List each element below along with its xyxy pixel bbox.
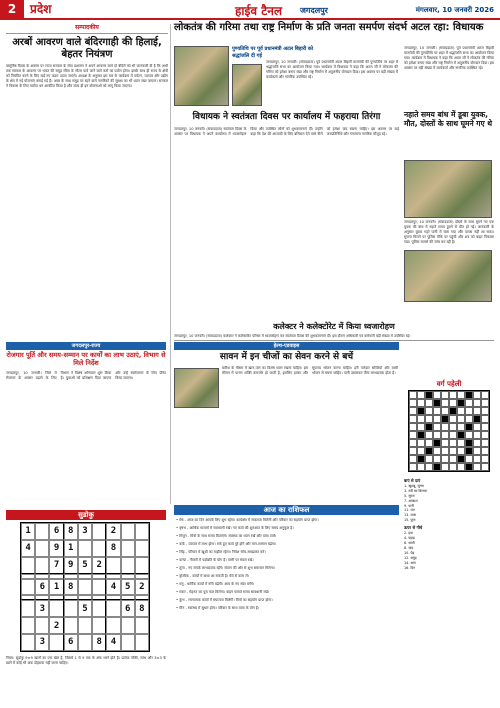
sudoku-cell: 4 <box>106 634 120 651</box>
crossword-cell <box>409 399 417 407</box>
sudoku-rule: नियम: सुडोकु 9×9 खानों का एक खेल है, जिसमें 1 से 9 तक के अंक भरने होते हैं। प्रत्येक पंक्ति, स्तंभ और 3×3 के खाने में कोई भी अंक दोहराया नहीं जाना चाहिए। <box>6 656 166 666</box>
sudoku-cell <box>21 557 35 574</box>
sudoku-cell <box>121 540 135 557</box>
sudoku-cell: 5 <box>121 579 135 596</box>
rashifal-title: आज का राशिफल <box>174 505 399 515</box>
health-body: बारिश के मौसम में खान-पान का विशेष ध्यान रखना चाहिए। इस मौसम में पाचन शक्ति कमजोर हो जाती है, इसलिए हल्का और सुपाच्य भोजन करना चाहिए। हरी पत्तेदार सब्जियों और बासी भोजन से बचना चाहिए। पानी उबालकर पीना लाभदायक होता है। <box>222 366 398 376</box>
sudoku-cell <box>121 634 135 651</box>
rashifal-item: • मेष - आज का दिन आपके लिए शुभ रहेगा। कार्यक्षेत्र में सफलता मिलेगी और परिवार का सहयोग प्राप्त होगा। <box>176 518 319 522</box>
sudoku-cell: 6 <box>64 634 78 651</box>
employment-story <box>6 352 166 501</box>
section-name: प्रदेश <box>30 1 52 16</box>
sudoku-cell: 5 <box>78 600 92 617</box>
crossword-cell <box>417 463 425 471</box>
crossword-cell <box>409 447 417 455</box>
crossword-cell <box>409 439 417 447</box>
crossword-cell <box>473 447 481 455</box>
sudoku-cell <box>135 634 149 651</box>
crossword-cell <box>457 423 465 431</box>
sudoku-cell <box>121 523 135 540</box>
across-clues <box>404 484 494 524</box>
crossword-cell <box>449 447 457 455</box>
rashifal-item: • कर्क - व्यापार में लाभ होगा। रुके हुए कार्य पूरे होंगे और मान-सम्मान बढ़ेगा। <box>176 542 277 547</box>
crossword-clue: 16. दिन <box>404 565 416 570</box>
crossword-cell <box>425 407 433 415</box>
crossword-cell <box>417 423 425 431</box>
lead-continued: जगदलपुर, 10 जनवरी। (संवाददाता) पूर्व प्रधानमंत्री अटल बिहारी वाजपेयी की पुण्यतिथि पर शहर में श्रद्धांजलि सभा का आयोजन किया गया। कार्यक्रम में विधायक ने कहा कि अटल जी ने लोकतंत्र की गरिमा को हमेशा बनाए रखा और राष्ट्र निर्माण में अतुलनीय योगदान दिया। इस अवसर पर बड़ी संख्या में कार्यकर्ता और नागरिक उपस्थित रहे। <box>404 46 494 71</box>
sudoku-cell: 9 <box>49 540 63 557</box>
sudoku-cell: 1 <box>21 523 35 540</box>
crossword-clue: 14. आग <box>404 560 416 565</box>
sudoku-cell: 8 <box>135 600 149 617</box>
crossword-cell <box>473 415 481 423</box>
crossword-cell <box>465 415 473 423</box>
rashifal-list <box>176 518 398 703</box>
crossword-cell <box>441 407 449 415</box>
crossword-cell <box>417 399 425 407</box>
crossword-cell <box>457 391 465 399</box>
collector-headline: कलेक्टर ने कलेक्टोरेट में किया ध्वजारोहण <box>273 322 395 331</box>
lead-photo-inset <box>232 64 262 106</box>
sudoku-cell <box>35 617 49 634</box>
crossword-cell <box>465 447 473 455</box>
crossword-cell <box>417 447 425 455</box>
sudoku-cell: 3 <box>78 523 92 540</box>
crossword-cell <box>481 455 489 463</box>
crossword-clue: 2. हवा <box>404 531 413 536</box>
crossword-cell <box>433 415 441 423</box>
crossword-cell <box>449 423 457 431</box>
drown-story <box>404 46 494 106</box>
drown-photo <box>404 160 492 218</box>
crossword-cell <box>473 391 481 399</box>
crossword-cell <box>449 463 457 471</box>
sudoku-cell: 4 <box>21 540 35 557</box>
crossword-cell <box>433 463 441 471</box>
crossword-cell <box>457 431 465 439</box>
crossword-cell <box>425 423 433 431</box>
health-headline: सावन में इन चीजों का सेवन करने से बचें <box>219 352 354 362</box>
crossword-cell <box>425 399 433 407</box>
crossword-clue: 3. नदी का किनारा <box>404 488 428 493</box>
left-strip-label: जगदलपुर-राज्य <box>6 342 166 350</box>
crossword-cell <box>465 423 473 431</box>
sudoku-cell: 2 <box>106 523 120 540</box>
sudoku-cell: 8 <box>64 579 78 596</box>
sudoku-cell: 8 <box>92 634 106 651</box>
crossword-clue: 13. राजा <box>404 513 417 518</box>
crossword-cell <box>481 463 489 471</box>
rashifal-item: • सिंह - परिवार में खुशी का माहौल रहेगा। निवेश सोच-समझकर करें। <box>176 550 266 555</box>
column-divider <box>170 24 171 504</box>
crossword-cell <box>433 447 441 455</box>
crossword-clue: 5. सूरज <box>404 493 415 498</box>
crossword-clue: 12. समुद्र <box>404 555 417 560</box>
crossword-cell <box>425 431 433 439</box>
crossword-cell <box>409 415 417 423</box>
crossword-cell <box>449 431 457 439</box>
crossword-cell <box>417 407 425 415</box>
sudoku-cell <box>121 617 135 634</box>
sudoku-cell <box>78 634 92 651</box>
crossword-cell <box>473 399 481 407</box>
sudoku-cell: 1 <box>49 579 63 596</box>
employment-body: जगदलपुर, 10 जनवरी। जिले में रोजगार के अवसर बढ़ाने के लिए विभाग ने विशेष अभियान शुरू किया है। युवाओं को प्रशिक्षण दिया जाएगा और उन्हें स्वरोजगार के लिए प्रेरित किया जाएगा। <box>6 370 166 380</box>
crossword-cell <box>417 431 425 439</box>
sudoku-cell <box>35 540 49 557</box>
sudoku-cell <box>21 600 35 617</box>
crossword-cell <box>441 463 449 471</box>
newspaper-brand: हाईव टैनल <box>235 4 283 18</box>
sudoku-cell <box>135 557 149 574</box>
rashifal-item: • वृषभ - आर्थिक मामलों में सावधानी रखें। नए कार्य की शुरुआत के लिए समय अनुकूल है। <box>176 526 294 531</box>
sudoku-cell <box>92 579 106 596</box>
crossword-clue: 9. पानी <box>404 503 414 508</box>
crossword-cell <box>465 439 473 447</box>
crossword-cell <box>465 431 473 439</box>
crossword-cell <box>441 391 449 399</box>
crossword-cell <box>473 423 481 431</box>
crossword-cell <box>473 431 481 439</box>
crossword-clue: 11. रात <box>404 508 415 513</box>
crossword-cell <box>473 463 481 471</box>
crossword-cell <box>457 407 465 415</box>
lead-photo <box>174 46 229 106</box>
crossword-cell <box>417 391 425 399</box>
sudoku-cell <box>78 540 92 557</box>
crossword-cell <box>449 399 457 407</box>
rashifal-item: • कुंभ - रचनात्मक कार्यों में सफलता मिलेगी। मित्रों का सहयोग प्राप्त होगा। <box>176 598 273 603</box>
crossword-cell <box>481 391 489 399</box>
crossword-clue: 8. चांद <box>404 545 414 550</box>
crossword-cell <box>465 399 473 407</box>
crossword-cell <box>441 415 449 423</box>
crossword-cell <box>457 415 465 423</box>
crossword-cell <box>465 407 473 415</box>
crossword-clue: 15. फूल <box>404 518 416 523</box>
crossword-clue: 4. पहाड़ <box>404 536 415 541</box>
crossword-cell <box>481 447 489 455</box>
sudoku-cell <box>106 600 120 617</box>
sudoku-cell <box>92 600 106 617</box>
sudoku-cell: 3 <box>35 600 49 617</box>
crossword-cell <box>449 415 457 423</box>
crossword-cell <box>409 407 417 415</box>
crossword-cell <box>425 447 433 455</box>
crossword-cell <box>481 439 489 447</box>
employment-headline: रोजगार पूर्ति और समय-सम्मान पर कार्यों का लाभ उठाएं, विभाग से मिले निर्देश <box>6 351 166 367</box>
sudoku-cell: 4 <box>106 579 120 596</box>
crossword-cell <box>433 455 441 463</box>
sudoku-cell <box>92 523 106 540</box>
crossword-cell <box>481 431 489 439</box>
sudoku-cell <box>21 579 35 596</box>
crossword-cell <box>481 407 489 415</box>
crossword-cell <box>481 415 489 423</box>
crossword-cell <box>409 463 417 471</box>
page-number: 2 <box>0 0 24 19</box>
crossword-cell <box>433 399 441 407</box>
rashifal-item: • मिथुन - मित्रों के साथ समय बिताएंगे। स्वास्थ्य का ध्यान रखें और यात्रा टालें। <box>176 534 277 539</box>
flag-headline: विधायक ने स्वतंत्रता दिवस पर कार्यालय में फहराया तिरंगा <box>192 112 381 122</box>
crossword-cell <box>465 455 473 463</box>
sudoku-cell <box>49 634 63 651</box>
crossword-cell <box>441 447 449 455</box>
rashifal-item: • वृश्चिक - कार्यों में बाधा आ सकती है। धैर्य से काम लें। <box>176 574 250 579</box>
divider <box>174 340 494 341</box>
lead-kicker: पुण्यतिथि पर पूर्व प्रधानमंत्री अटल बिहारी को श्रद्धांजलि दी गई <box>232 46 314 59</box>
sudoku-cell: 2 <box>49 617 63 634</box>
crossword-grid <box>408 390 490 472</box>
sudoku-cell <box>49 600 63 617</box>
crossword-cell <box>457 463 465 471</box>
crossword-cell <box>473 439 481 447</box>
crossword-cell <box>409 423 417 431</box>
collector-photo <box>404 250 492 302</box>
sudoku-cell <box>135 523 149 540</box>
sudoku-cell: 8 <box>64 523 78 540</box>
sudoku-cell: 2 <box>92 557 106 574</box>
drown-headline: नहाते समय बांध में डूबा युवक, मौत, दोस्तों के साथ घूमने गए थे <box>404 110 493 128</box>
sudoku-cell <box>106 557 120 574</box>
crossword-cell <box>409 391 417 399</box>
sudoku-cell <box>135 540 149 557</box>
crossword-cell <box>457 447 465 455</box>
sudoku-cell <box>135 617 149 634</box>
drown-story-head <box>404 110 494 128</box>
flag-story <box>174 112 399 327</box>
crossword-cell <box>457 455 465 463</box>
sudoku-cell <box>121 557 135 574</box>
crossword-cell <box>425 415 433 423</box>
crossword-cell <box>433 391 441 399</box>
sudoku-cell <box>106 617 120 634</box>
sudoku-cell <box>78 579 92 596</box>
down-title: ऊपर से नीचे <box>404 525 423 531</box>
crossword-cell <box>441 423 449 431</box>
crossword-cell <box>409 455 417 463</box>
crossword-cell <box>409 431 417 439</box>
crossword-clue: 7. आकाश <box>404 498 418 503</box>
rashifal-item: • मकर - मेहनत का पूरा फल मिलेगा। वाहन चलाते समय सावधानी रखें। <box>176 590 270 595</box>
crossword-cell <box>425 391 433 399</box>
crossword-cell <box>417 439 425 447</box>
edition-date: मंगलवार, 10 जनवरी 2026 <box>415 6 494 14</box>
health-story <box>174 352 399 363</box>
sudoku-cell: 6 <box>121 600 135 617</box>
sudoku-cell: 6 <box>49 523 63 540</box>
rashifal-item: • कन्या - नौकरी में पदोन्नति के योग हैं। वाणी पर संयम रखें। <box>176 558 254 563</box>
sudoku-cell: 2 <box>135 579 149 596</box>
crossword-cell <box>425 439 433 447</box>
lead-headline: लोकतंत्र की गरिमा तथा राष्ट्र निर्माण के प्रति जनता समर्पण संदर्भ अटल रहा: विधायक <box>174 22 484 33</box>
sudoku-grid <box>20 522 150 652</box>
crossword-cell <box>433 439 441 447</box>
rashifal-item: • धनु - धार्मिक कार्यों में रुचि बढ़ेगी। आय के नए स्रोत बनेंगे। <box>176 582 255 587</box>
collector-body: जगदलपुर, 10 जनवरी। (संवाददाता) कलेक्टर ने कलेक्टोरेट परिसर में ध्वजारोहण कर स्वतंत्रता दिवस की शुभकामनाएं दीं। इस दौरान अधिकारी एवं कर्मचारी बड़ी संख्या में उपस्थित रहे। <box>174 333 411 338</box>
crossword-cell <box>441 455 449 463</box>
crossword-cell <box>473 407 481 415</box>
crossword-clues <box>404 476 494 704</box>
crossword-cell <box>457 439 465 447</box>
sudoku-cell <box>92 540 106 557</box>
sudoku-cell: 9 <box>64 557 78 574</box>
sudoku-cell: 1 <box>64 540 78 557</box>
sudoku-cell: 6 <box>35 579 49 596</box>
crossword-cell <box>441 439 449 447</box>
editorial-body: वस्तुनिष्ठ दिवस के अवसर पर राज्य सरकार के सेवा प्रशासन ने अपने आवरण वाले दो बंदिरों को भी जानकारी दी है कि अभी तक सरकार के आवरण पर भारत की समुद्र सीमा के भीतर पाये जाने वाले करों का प्रयोग होगा। इसके साथ ही राज्य के क्षेत्रों को नियंत्रित करने के लिए कई नए कदम उठाए जाएंगे। अध्यक्ष के अनुसार इस बार के कार्यक्रम में पर्यटन, व्यापार और उद्योग के क्षेत्र में नई योजनाएं बनाई गई हैं। अरब के साथ समुद्र पर रहने वाले नागरिकों की सुरक्षा का भी ध्यान रखा जाएगा। सरकार ने विकास के लिए पर्याप्त धन आवंटित किया है और जल्द ही इन योजनाओं को लागू किया जाएगा। <box>6 64 168 89</box>
sudoku-cell <box>64 617 78 634</box>
sudoku-cell <box>35 557 49 574</box>
sudoku-cell <box>21 617 35 634</box>
crossword-cell <box>433 431 441 439</box>
crossword-cell <box>441 399 449 407</box>
sudoku-cell <box>78 617 92 634</box>
down-clues <box>404 531 494 571</box>
health-photo <box>174 368 219 408</box>
across-title: बाएं से दाएं <box>404 478 421 483</box>
edition-city: जगदलपुर <box>300 6 328 15</box>
rashifal-item: • मीन - स्वास्थ्य में सुधार होगा। परिवार के साथ यात्रा के योग हैं। <box>176 606 260 611</box>
crossword-cell <box>417 415 425 423</box>
crossword-cell <box>433 423 441 431</box>
crossword-cell <box>449 455 457 463</box>
crossword-cell <box>425 463 433 471</box>
crossword-cell <box>481 423 489 431</box>
sudoku-cell <box>21 634 35 651</box>
rashifal-item: • तुला - नए संपर्क लाभदायक रहेंगे। संतान की ओर से शुभ समाचार मिलेगा। <box>176 566 275 571</box>
sudoku-cell <box>92 617 106 634</box>
crossword-cell <box>449 407 457 415</box>
sudoku-cell: 5 <box>78 557 92 574</box>
crossword-cell <box>449 391 457 399</box>
crossword-clue: 10. पेड़ <box>404 550 415 555</box>
health-label: हेल्थ-एडवाइस <box>174 342 399 350</box>
editorial-label: सम्पादकीय <box>6 24 168 34</box>
crossword-cell <box>481 399 489 407</box>
sudoku-cell <box>64 600 78 617</box>
crossword-cell <box>425 455 433 463</box>
crossword-clue: 1. खुशबू, सुगंध <box>404 483 424 488</box>
crossword-cell <box>465 463 473 471</box>
crossword-cell <box>473 455 481 463</box>
sudoku-cell: 8 <box>106 540 120 557</box>
crossword-cell <box>433 407 441 415</box>
flag-body: जगदलपुर, 10 जनवरी। (संवाददाता) स्वतंत्रता दिवस के अवसर पर विधायक ने अपने कार्यालय में ध्वजारोहण किया और उपस्थित लोगों को शुभकामनाएं दीं। उन्होंने कहा कि देश की आजादी के लिए बलिदान देने वाले वीरों को हमेशा याद रखना चाहिए। इस अवसर पर कई जनप्रतिनिधि और गणमान्य नागरिक मौजूद रहे। <box>174 126 399 136</box>
crossword-cell <box>417 455 425 463</box>
crossword-title: वर्ग पहेली <box>436 380 462 388</box>
sudoku-cell: 3 <box>35 634 49 651</box>
sudoku-cell: 7 <box>49 557 63 574</box>
sudoku-cell <box>35 523 49 540</box>
sudoku-title: सुडोकु <box>6 510 166 520</box>
crossword-clue: 6. धरती <box>404 540 415 545</box>
lead-body: जगदलपुर, 10 जनवरी। (संवाददाता) पूर्व प्रधानमंत्री अटल बिहारी वाजपेयी की पुण्यतिथि पर शहर में श्रद्धांजलि सभा का आयोजन किया गया। कार्यक्रम में विधायक ने कहा कि अटल जी ने लोकतंत्र की गरिमा को हमेशा बनाए रखा और राष्ट्र निर्माण में अतुलनीय योगदान दिया। इस अवसर पर बड़ी संख्या में कार्यकर्ता और नागरिक उपस्थित रहे। <box>266 60 398 80</box>
editorial-column <box>6 24 168 336</box>
drown-body: जगदलपुर, 10 जनवरी। (संवाददाता) दोस्तों के साथ घूमने गए एक युवक की बांध में नहाते समय डूबने से मौत हो गई। जानकारी के अनुसार युवक गहरे पानी में चला गया और वापस नहीं आ सका। सूचना मिलने पर पुलिस मौके पर पहुंची और शव को बाहर निकाला गया। पुलिस मामले की जांच कर रही है। <box>404 220 494 245</box>
crossword-cell <box>465 391 473 399</box>
editorial-headline: अरबों आवरण वाले बंदिरगाही की हिलाई, बेहतर नियंत्रण <box>12 37 162 61</box>
crossword-cell <box>457 399 465 407</box>
crossword-cell <box>449 439 457 447</box>
masthead <box>0 0 500 20</box>
crossword-cell <box>441 431 449 439</box>
